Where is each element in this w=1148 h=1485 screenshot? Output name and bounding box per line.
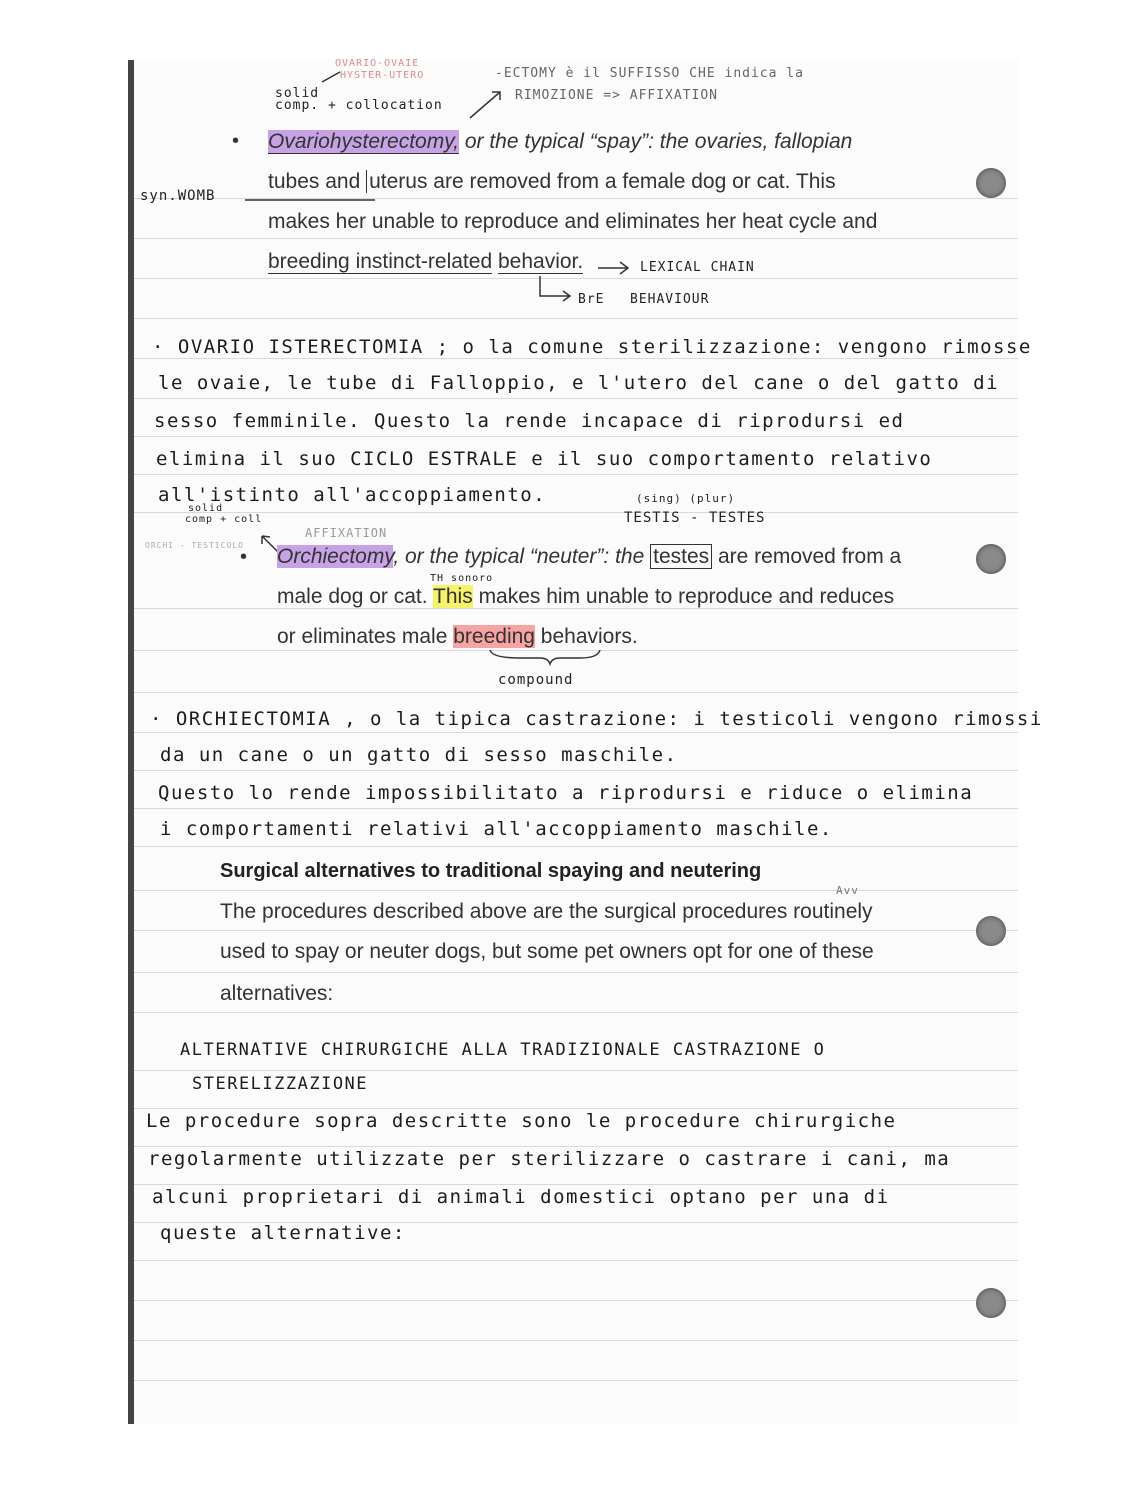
line-text: , or the typical “neuter”: the — [393, 545, 651, 568]
translation2-line1: · ORCHIECTOMIA , o la tipica castrazione: i testicoli vengono rimossi — [150, 708, 1043, 730]
line-text: behaviors. — [534, 625, 638, 648]
note-testis-testes: TESTIS - TESTES — [624, 510, 766, 526]
note-solid: solid — [275, 86, 320, 101]
translation1-line1: · OVARIO ISTERECTOMIA ; o la comune sterilizzazione: vengono rimosse — [152, 336, 1032, 358]
note-ovario: OVARIO-OVAIE — [335, 58, 420, 69]
translation2-line3: Questo lo rende impossibilitato a riprodursi e riduce o elimina — [158, 782, 974, 804]
note-sing-plur: (sing) (plur) — [636, 492, 736, 505]
note-avv: Avv — [836, 884, 859, 897]
translation2-line2: da un cane o un gatto di sesso maschile. — [160, 744, 678, 766]
section-paragraph-line3: alternatives: — [220, 982, 334, 1005]
paragraph-ovariohysterectomy-line2 — [268, 170, 836, 194]
translation3-heading-line2: STERELIZZAZIONE — [192, 1074, 369, 1094]
translation1-line5: all'istinto all'accoppiamento. — [158, 484, 547, 506]
note-hyster: HYSTER-UTERO — [340, 70, 425, 81]
translation3-line1: Le procedure sopra descritte sono le procedure chirurgiche — [146, 1110, 897, 1132]
line-text: makes him unable to reproduce and reduces — [472, 585, 895, 608]
paragraph-ovariohysterectomy-line4 — [268, 250, 583, 274]
word-breeding: breeding — [453, 625, 535, 648]
translation3-line4: queste alternative: — [160, 1222, 406, 1244]
paragraph-ovariohysterectomy-line1 — [268, 130, 852, 154]
line-text: are removed from a — [712, 545, 902, 568]
term-ovariohysterectomy: Ovariohysterectomy, — [268, 130, 459, 153]
paragraph-orchiectomy-line2 — [277, 585, 894, 609]
note-affixation: AFFIXATION — [305, 526, 388, 540]
translation3-heading-line1: ALTERNATIVE CHIRURGICHE ALLA TRADIZIONALE CASTRAZIONE O — [180, 1040, 826, 1060]
word-testes: testes — [650, 544, 712, 569]
note-compound: compound — [498, 672, 574, 688]
bullet: • — [240, 546, 248, 568]
line-text: are removed from a female dog or cat. This — [427, 170, 836, 193]
section-heading: Surgical alternatives to traditional spaying and neutering — [220, 860, 762, 882]
note-th-sonoro: TH sonoro — [430, 573, 494, 584]
line-text: breeding instinct-related — [268, 250, 493, 273]
term-orchiectomy: Orchiectomy — [277, 545, 394, 568]
line-text: or the typical “spay”: the ovaries, fallopian — [459, 130, 853, 153]
translation1-line3: sesso femminile. Questo la rende incapace di riprodursi ed — [154, 410, 905, 432]
note-solid-2: solid — [188, 503, 224, 514]
section-paragraph-line1: The procedures described above are the surgical procedures routinely — [220, 900, 873, 923]
paragraph-orchiectomy-line1 — [277, 545, 901, 569]
note-ectomy-affixation: RIMOZIONE => AFFIXATION — [515, 88, 719, 103]
bullet: • — [232, 130, 240, 152]
note-comp-coll-2: comp + coll — [185, 514, 263, 525]
paragraph-ovariohysterectomy-line3: makes her unable to reproduce and eliminates her heat cycle and — [268, 210, 878, 233]
translation2-line4: i comportamenti relativi all'accoppiamento maschile. — [160, 818, 833, 840]
word-behavior: behavior. — [497, 250, 584, 273]
translation3-line3: alcuni proprietari di animali domestici optano per una di — [152, 1186, 890, 1208]
translation1-line2: le ovaie, le tube di Falloppio, e l'utero del cane o del gatto di — [158, 372, 1000, 394]
translation1-line4: elimina il suo CICLO ESTRALE e il suo comportamento relativo — [156, 448, 933, 470]
note-orchi: ORCHI - TESTICOLO — [145, 541, 244, 550]
section-paragraph-line2: used to spay or neuter dogs, but some pet owners opt for one of these — [220, 940, 874, 963]
note-syn-womb: syn.WOMB — [140, 188, 216, 204]
word-uterus: uterus — [366, 170, 427, 193]
note-comp-collocation: comp. + collocation — [275, 98, 443, 113]
note-behaviour: BEHAVIOUR — [630, 292, 710, 307]
line-text: male dog or cat. — [277, 585, 434, 608]
translation3-line2: regolarmente utilizzate per sterilizzare o castrare i cani, ma — [148, 1148, 951, 1170]
line-text: tubes and — [268, 170, 367, 193]
paragraph-orchiectomy-line3 — [277, 625, 638, 649]
line-text: or eliminates male — [277, 625, 454, 648]
word-this: This — [433, 585, 473, 608]
note-lexical-chain: LEXICAL CHAIN — [640, 260, 755, 275]
note-bre: BrE — [578, 292, 605, 307]
note-ectomy-suffix: -ECTOMY è il SUFFISSO CHE indica la — [495, 66, 804, 81]
